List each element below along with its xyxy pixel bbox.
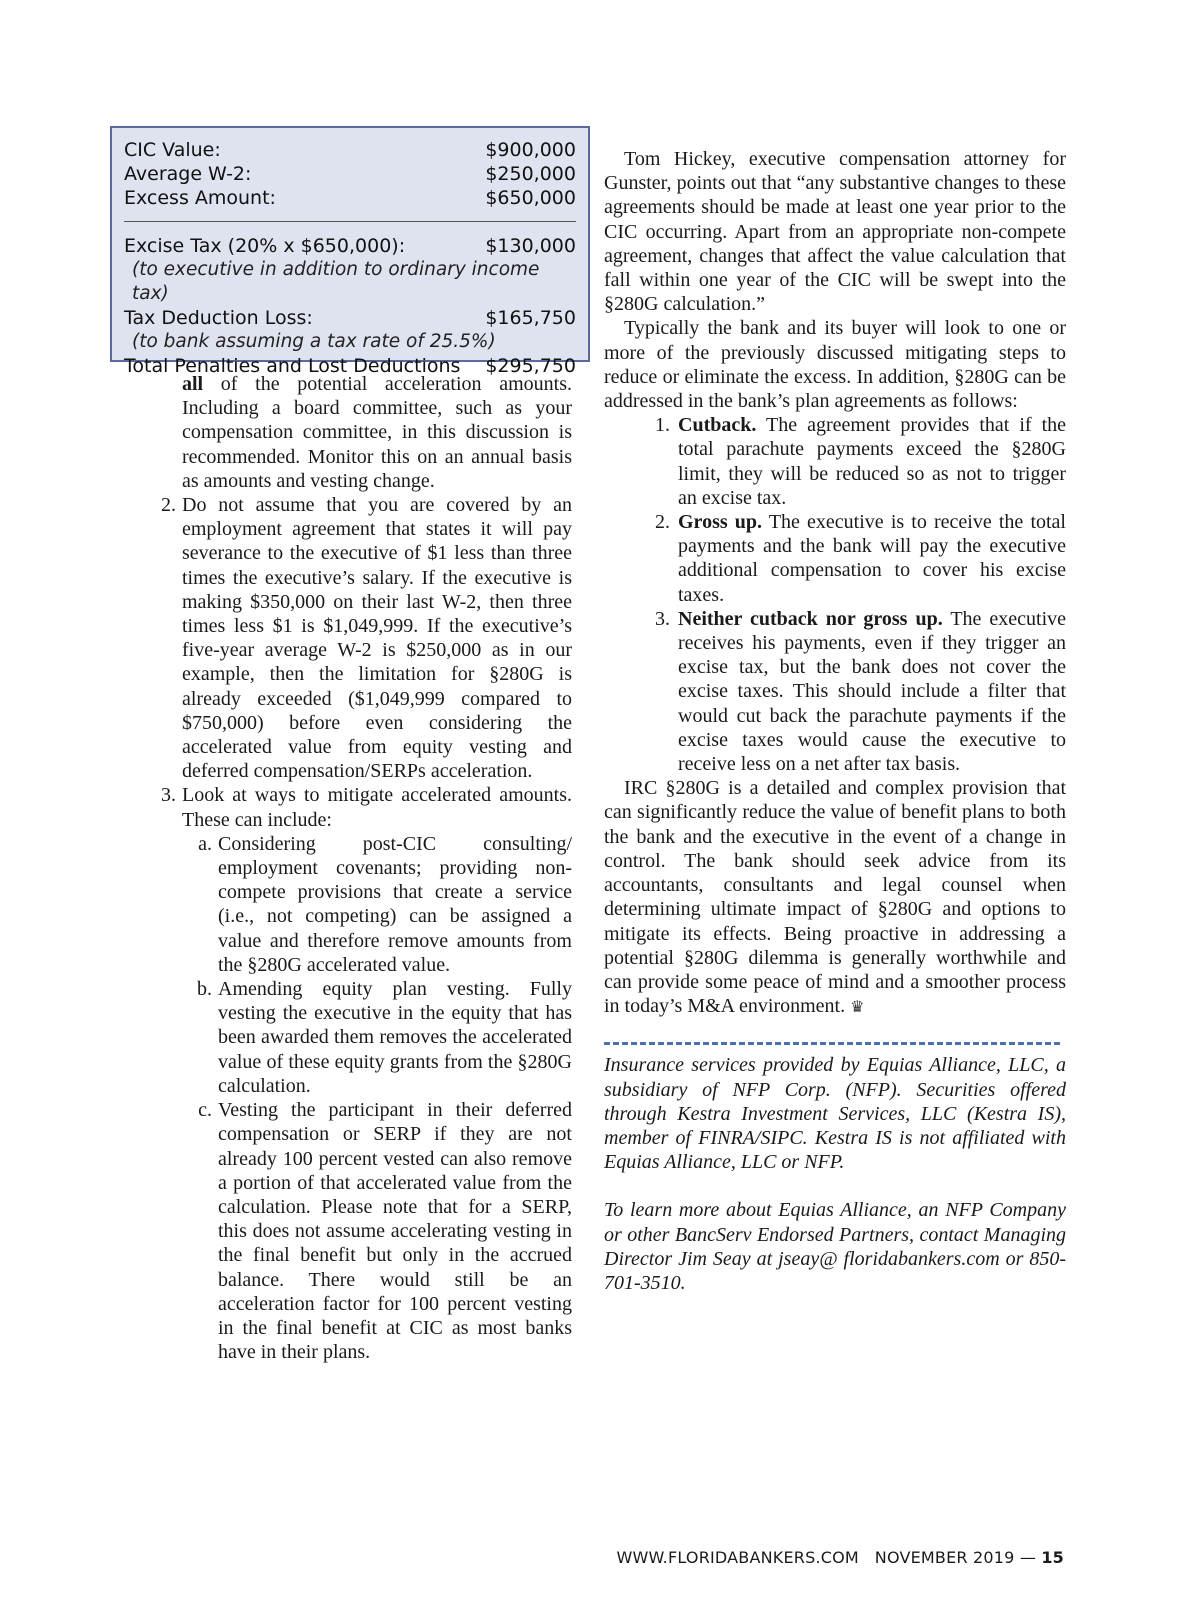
- footer-issue: NOVEMBER 2019 —: [874, 1548, 1037, 1567]
- paragraph-conclusion: [604, 776, 1066, 1020]
- left-column: [148, 372, 572, 1364]
- disclaimer-insurance: Insurance services provided by Equias Alliance, LLC, a subsidiary of NFP Corp. (NFP). Securities offered through Kestra Investment Services, LLC (Kestra IS), member of FINRA/SIPC. Kestra IS is not affiliated with Equias Alliance, LLC or NFP.: [604, 1054, 1066, 1174]
- page-number: 15: [1041, 1548, 1064, 1567]
- option-text: The executive receives his payments, even if they trigger an excise tax, but the bank does not cover the excise taxes. This should include a filter that would cut back the parachute payments if the excise taxes would cause the executive to receive less on a net after tax basis.: [678, 607, 1066, 776]
- option-gross-up: [604, 510, 1066, 607]
- row-label: Tax Deduction Loss:: [124, 307, 313, 329]
- option-title: Gross up.: [678, 511, 763, 534]
- footer-website: WWW.FLORIDABANKERS.COM: [616, 1548, 859, 1567]
- page-footer: [616, 1548, 1064, 1567]
- list-item-2: [148, 493, 572, 783]
- sub-item-b: [148, 977, 572, 1098]
- disclaimer-contact: To learn more about Equias Alliance, an NFP Company or other BancServ Endorsed Partners, contact Managing Director Jim Seay at jseay@ floridabankers.com or 850-701-3510.: [604, 1199, 1066, 1294]
- right-column: [604, 147, 1066, 1295]
- cic-value-row: [124, 138, 576, 162]
- row-label: Total Penalties and Lost Deductions: [124, 355, 461, 377]
- item-text: Look at ways to mitigate accelerated amounts. These can include:: [182, 784, 572, 831]
- row-value: $130,000: [485, 235, 576, 257]
- excise-tax-row: [124, 234, 576, 258]
- option-number: 2.: [655, 511, 670, 534]
- item-letter: b.: [197, 978, 212, 1001]
- option-title: Cutback.: [678, 414, 757, 437]
- continuation-bold: all: [182, 373, 204, 395]
- item-number: 3.: [161, 784, 176, 807]
- excess-amount-row: [124, 186, 576, 210]
- tax-deduction-row: [124, 306, 576, 330]
- average-w2-row: [124, 162, 576, 186]
- dashed-divider: [604, 1042, 1060, 1045]
- item-text: Vesting the participant in their deferred compensation or SERP if they are not already 100 percent vested can also remove a portion of that accelerated value from the calculation. Please note that for a SERP, this does not assume accelerating vesting in the final benefit but only in the accrued balance. There would still be an acceleration factor for 100 percent vesting in the final benefit at CIC as most banks have in their plans.: [218, 1099, 572, 1364]
- option-text: The executive is to receive the total payments and the bank will pay the executive additional compensation to cover his excise taxes.: [678, 511, 1066, 606]
- paragraph-hickey: Tom Hickey, executive compensation attorney for Gunster, points out that “any substantive changes to these agreements should be made at least one year prior to the CIC occurring. Apart from an appropriate non-compete agreement, changes that affect the value calculation that fall within one year of the CIC will be swept into the §280G calculation.”: [604, 148, 1066, 316]
- sub-item-a: [148, 832, 572, 977]
- excise-note: (to executive in addition to ordinary income tax): [132, 259, 540, 304]
- item-text: Amending equity plan vesting. Fully vesting the executive in the equity that has been awarded them removes the accelerated value of these equity grants from the §280G calculation.: [218, 978, 572, 1097]
- option-number: 1.: [655, 414, 670, 437]
- item-text: Considering post-CIC consulting/ employment covenants; providing non-compete provisions that create a service (i.e., not competing) can be assigned a value and therefore remove amounts from the §280G accelerated value.: [218, 832, 572, 976]
- item-letter: c.: [198, 1099, 212, 1122]
- option-number: 3.: [655, 607, 670, 630]
- continuation-text: of the potential acceleration amounts. Including a board committee, such as your compensation committee, in this discussion is recommended. Monitor this on an annual basis as amounts and vesting change.: [182, 373, 572, 492]
- penalty-calculation-box: [110, 126, 590, 377]
- row-label: CIC Value:: [124, 139, 221, 161]
- item-letter: a.: [198, 832, 212, 855]
- list-item-continuation: [148, 372, 572, 493]
- option-text: The agreement provides that if the total parachute payments exceed the §280G limit, they will be reduced so as not to trigger an excise tax.: [678, 414, 1066, 509]
- conclusion-text: IRC §280G is a detailed and complex provision that can significantly reduce the value of benefit plans to both the bank and the executive in the event of a change in control. The bank should seek advice from its accountants, consultants and legal counsel when determining ultimate impact of §280G and options to mitigate its effects. Being proactive in addressing a potential §280G dilemma is generally worthwhile and can provide some peace of mind and a smoother process in today’s M&A environment.: [604, 777, 1066, 1018]
- row-value: $900,000: [485, 139, 576, 161]
- list-item-3: [148, 783, 572, 831]
- option-title: Neither cutback nor gross up.: [678, 607, 943, 630]
- row-label: Excise Tax (20% x $650,000):: [124, 235, 406, 257]
- row-value: $165,750: [485, 307, 576, 329]
- deduction-note: (to bank assuming a tax rate of 25.5%): [132, 331, 496, 352]
- row-value: $250,000: [485, 163, 576, 185]
- row-value: $650,000: [485, 187, 576, 209]
- box-divider: [124, 221, 576, 222]
- paragraph-mitigation: Typically the bank and its buyer will look to one or more of the previously discussed mitigating steps to reduce or eliminate the excess. In addition, §280G can be addressed in the bank’s plan agreements as follows:: [604, 317, 1066, 413]
- option-neither: [604, 607, 1066, 776]
- item-number: 2.: [161, 494, 176, 517]
- row-label: Average W-2:: [124, 163, 252, 185]
- row-label: Excess Amount:: [124, 187, 276, 209]
- item-text: Do not assume that you are covered by an employment agreement that states it will pay severance to the executive of $1 less than three times the executive’s salary. If the executive is making $350,000 on their last W-2, then three times less $1 is $1,049,999. If the executive’s five-year average W-2 is $250,000 as in our example, then the limitation for §280G is already exceeded ($1,049,999 compared to $750,000) before even considering the accelerated value from equity vesting and deferred compensation/SERPs acceleration.: [182, 494, 572, 783]
- row-value: $295,750: [485, 355, 576, 377]
- sub-item-c: [148, 1098, 572, 1364]
- option-cutback: [604, 413, 1066, 510]
- end-mark-icon: ♛: [850, 999, 865, 1017]
